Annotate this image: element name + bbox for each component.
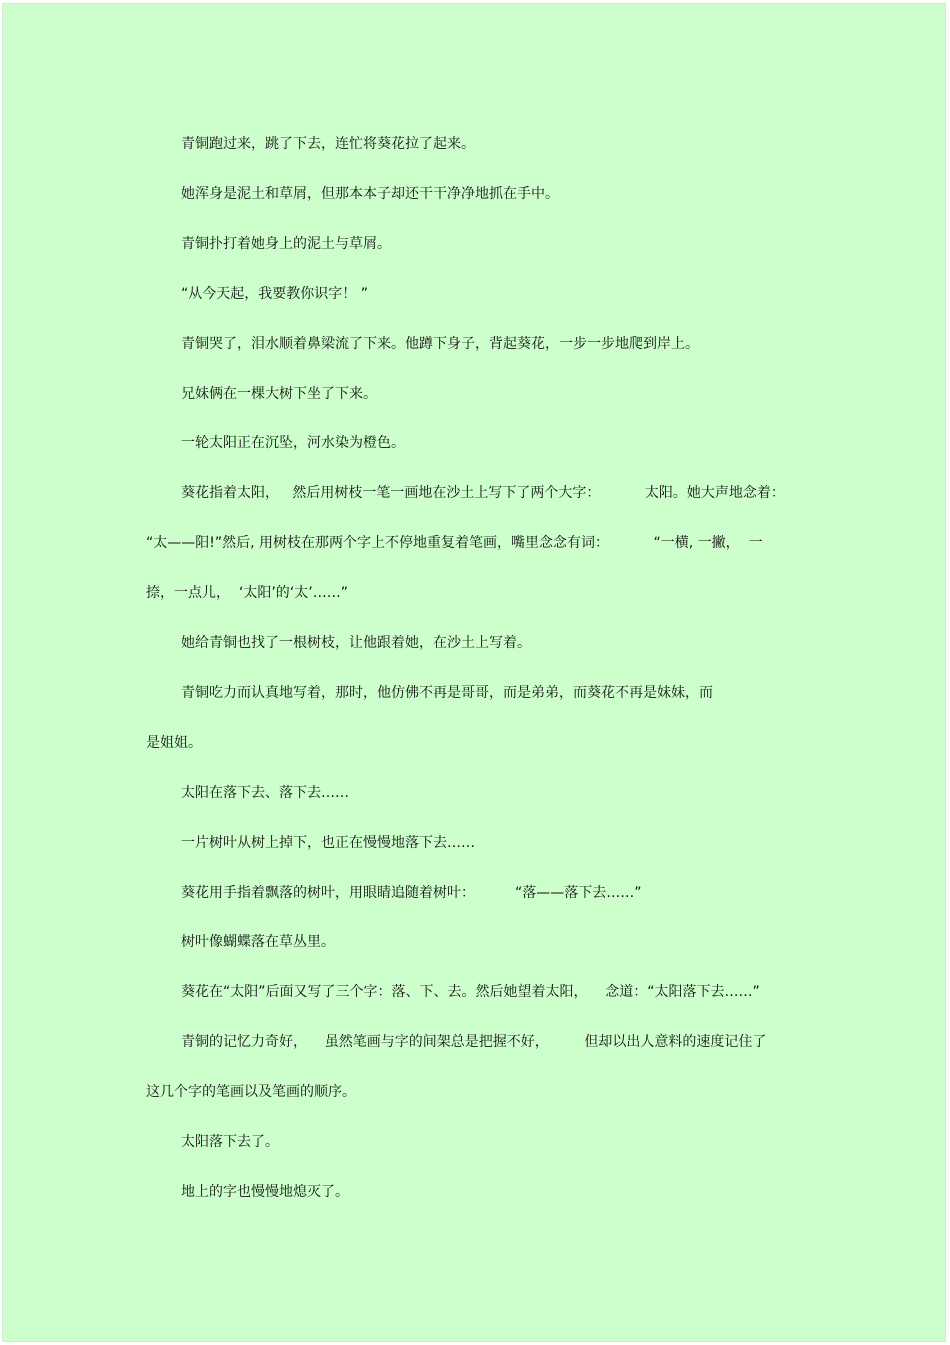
paragraph-line: 青铜扑打着她身上的泥土与草屑。 bbox=[181, 236, 391, 252]
paragraph-line: 是姐姐。 bbox=[146, 735, 202, 751]
paragraph-line: 青铜哭了，泪水顺着鼻梁流了下来。他蹲下身子，背起葵花，一步一步地爬到岸上。 bbox=[181, 336, 699, 352]
paragraph-line: 她给青铜也找了一根树枝，让他跟着她，在沙土上写着。 bbox=[181, 635, 531, 651]
paragraph-line: “从今天起，我要教你识字！ ” bbox=[181, 286, 368, 302]
paragraph-line: 葵花用手指着飘落的树叶，用眼睛追随着树叶： “落——落下去……” bbox=[181, 885, 642, 901]
paragraph-line: 树叶像蝴蝶落在草丛里。 bbox=[181, 934, 335, 950]
paragraph-line: 这几个字的笔画以及笔画的顺序。 bbox=[146, 1084, 356, 1100]
paragraph-line: 一轮太阳正在沉坠，河水染为橙色。 bbox=[181, 435, 405, 451]
document-page bbox=[2, 3, 946, 1342]
paragraph-line: 葵花在“太阳”后面又写了三个字：落、下、去。然后她望着太阳， 念道：“太阳落下去……” bbox=[181, 984, 760, 1000]
paragraph-line: “太——阳!”然后, 用树枝在那两个字上不停地重复着笔画，嘴里念念有词： “一横, 一撇， 一 bbox=[146, 535, 763, 551]
paragraph-line: 捺，一点儿， ‘太阳’的‘太’……” bbox=[146, 585, 348, 601]
paragraph-line: 她浑身是泥土和草屑，但那本本子却还干干净净地抓在手中。 bbox=[181, 186, 559, 202]
paragraph-line: 青铜跑过来，跳了下去，连忙将葵花拉了起来。 bbox=[181, 136, 475, 152]
paragraph-line: 地上的字也慢慢地熄灭了。 bbox=[181, 1184, 349, 1200]
paragraph-line: 一片树叶从树上掉下，也正在慢慢地落下去…… bbox=[181, 835, 475, 851]
paragraph-line: 青铜的记忆力奇好， 虽然笔画与字的间架总是把握不好， 但却以出人意料的速度记住了 bbox=[181, 1034, 767, 1050]
paragraph-line: 葵花指着太阳， 然后用树枝一笔一画地在沙土上写下了两个大字： 太阳。她大声地念着： bbox=[181, 485, 785, 501]
paragraph-line: 兄妹俩在一棵大树下坐了下来。 bbox=[181, 386, 377, 402]
paragraph-line: 太阳在落下去、落下去…… bbox=[181, 785, 349, 801]
paragraph-line: 太阳落下去了。 bbox=[181, 1134, 279, 1150]
paragraph-line: 青铜吃力而认真地写着，那时，他仿佛不再是哥哥，而是弟弟，而葵花不再是妹妹，而 bbox=[181, 685, 713, 701]
